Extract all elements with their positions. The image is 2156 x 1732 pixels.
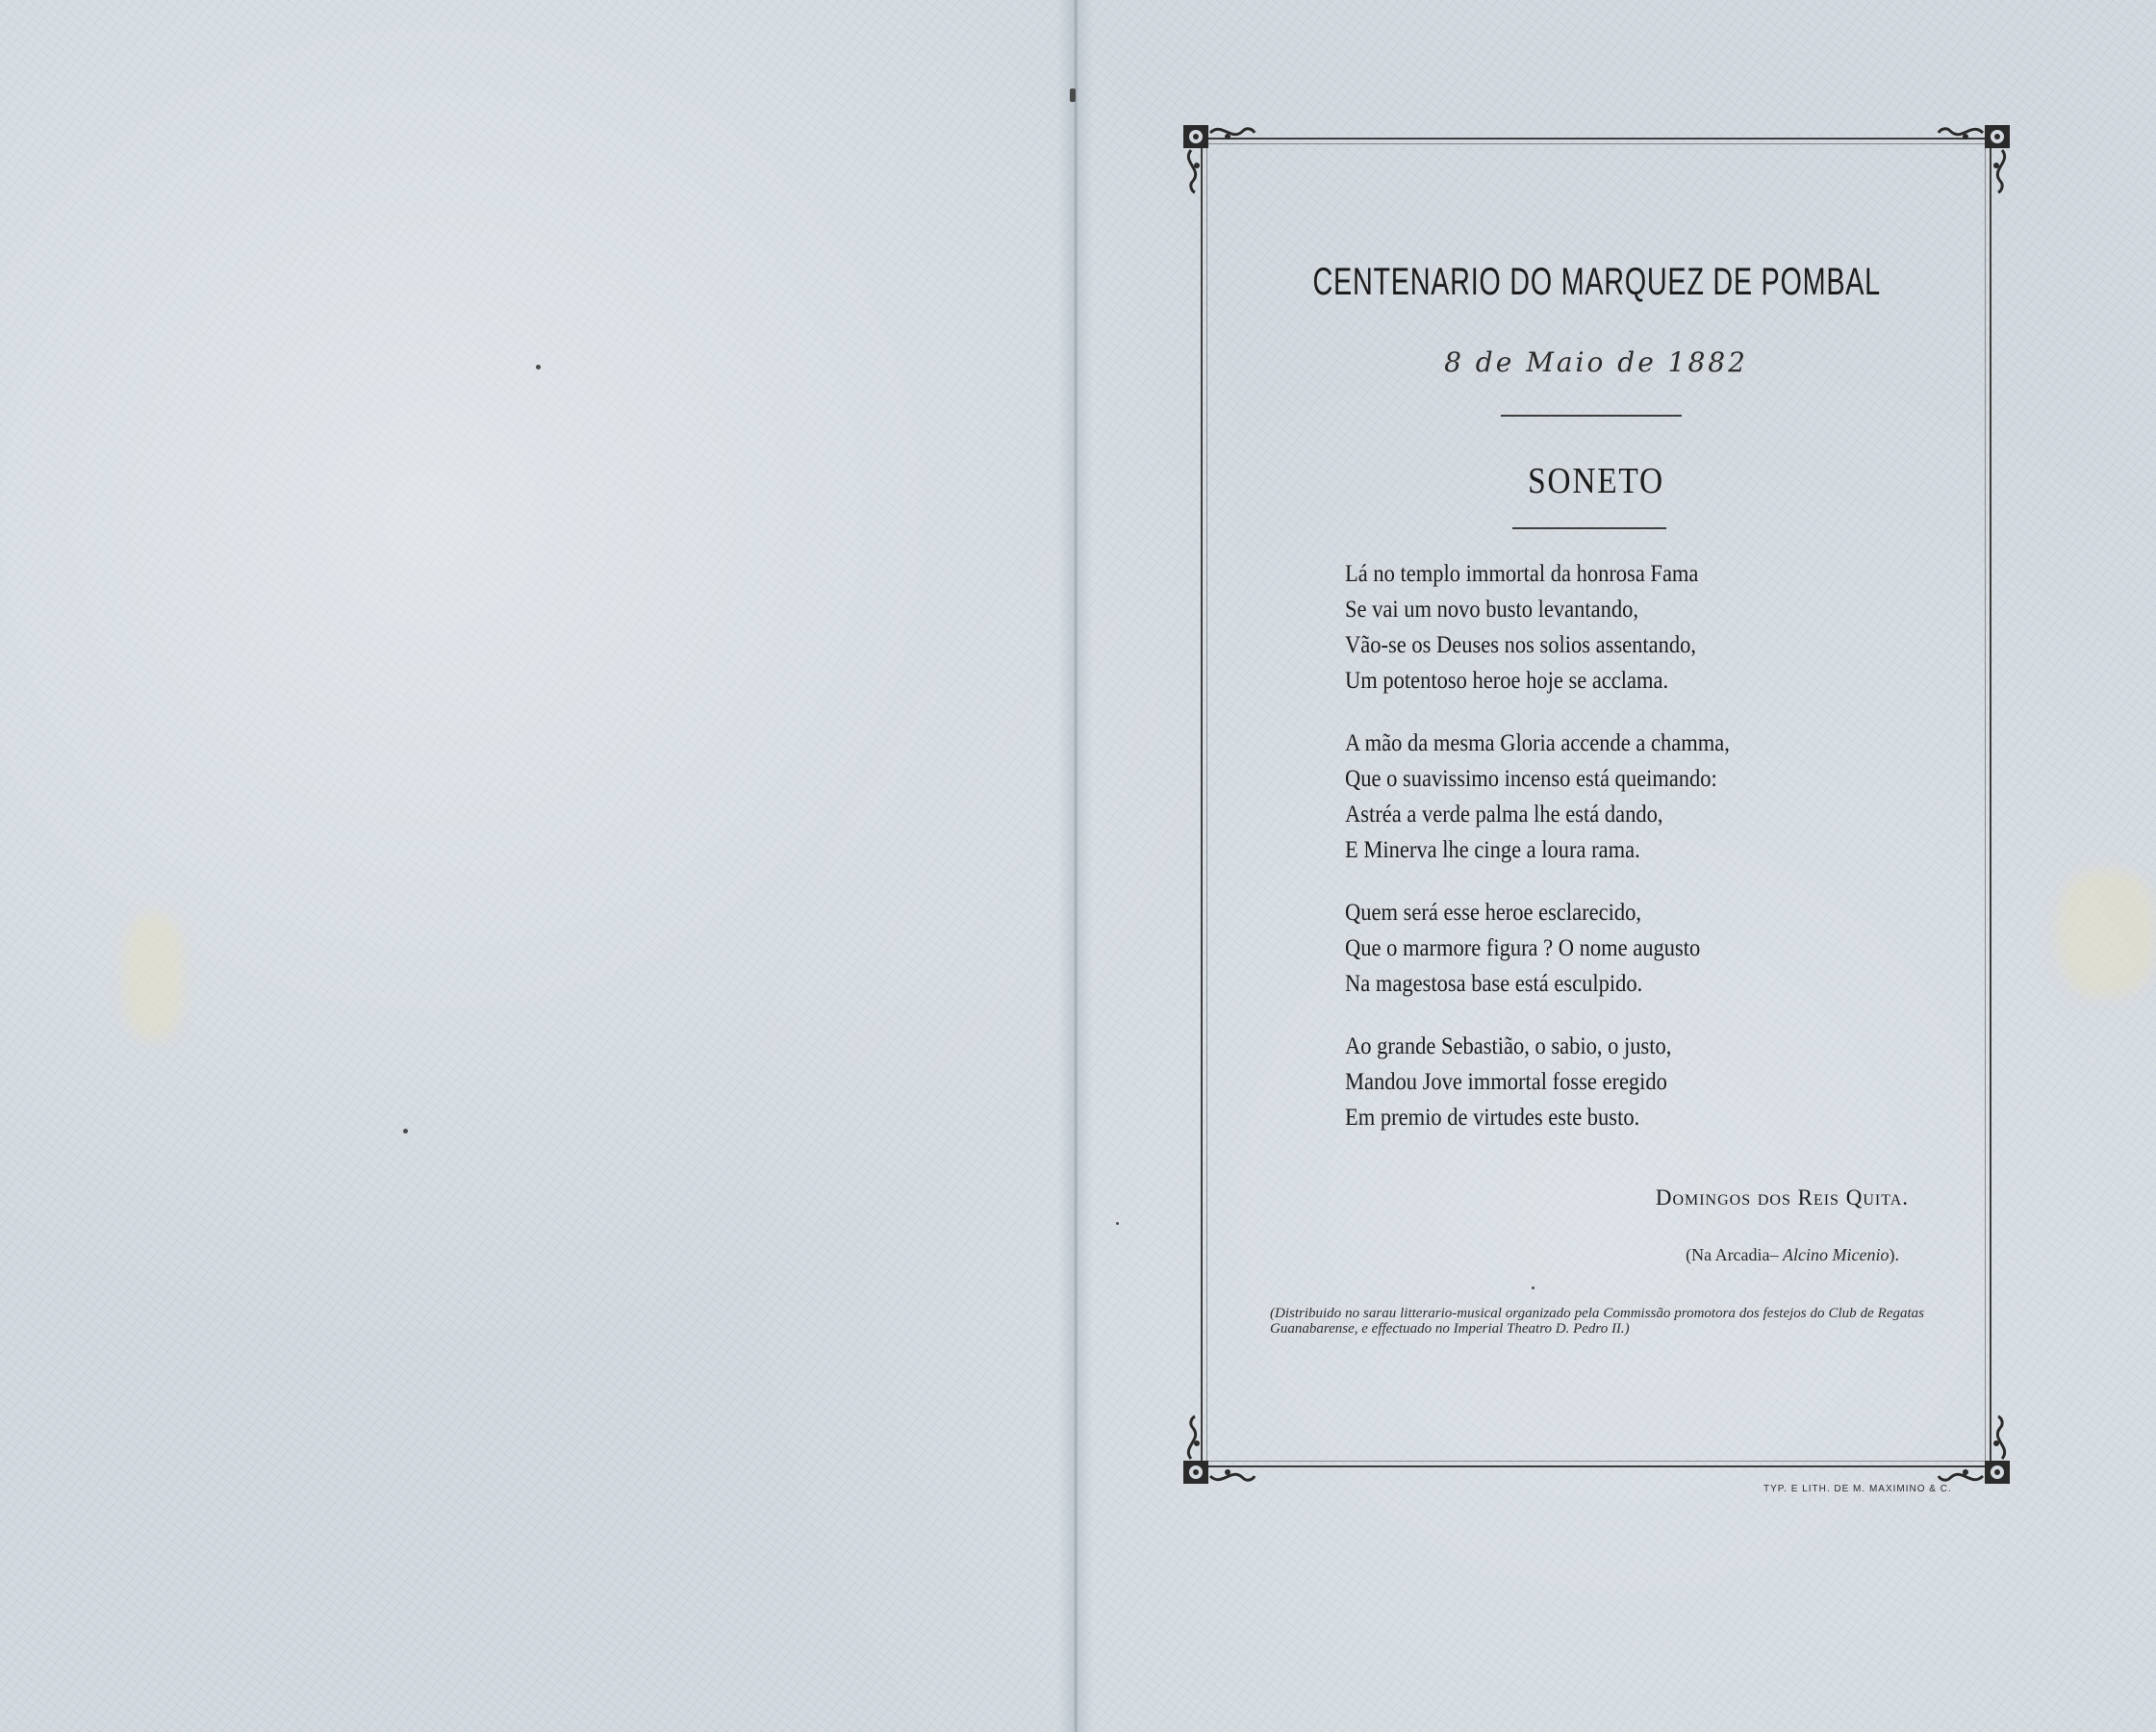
distribution-note: (Distribuido no sarau litterario-musical organizado pela Commissão promotora dos festejos do Club de Regatas Guanabarense, e effectuado no Imperial Theatro D. Pedro II.) [1270, 1306, 1924, 1337]
poem-line: Ao grande Sebastião, o sabio, o justo, [1345, 1033, 1672, 1059]
poem-line: E Minerva lhe cinge a loura rama. [1345, 837, 1640, 863]
author-alias [1686, 1245, 1899, 1265]
stanza [1345, 556, 1884, 699]
poem-line: Que o marmore figura ? O nome augusto [1345, 935, 1701, 961]
author-signature: Domingos dos Reis Quita. [1655, 1185, 1909, 1210]
left-page-blank [0, 0, 1076, 1732]
event-date: 8 de Maio de 1882 [1444, 346, 1748, 378]
alias-suffix: ). [1889, 1245, 1899, 1264]
divider-rule [1512, 527, 1666, 529]
poem-line: Se vai um novo busto levantando, [1345, 597, 1638, 623]
poem-heading: SONETO [1528, 461, 1664, 501]
stanza [1345, 895, 1884, 1002]
poem-line: Vão-se os Deuses nos solios assentando, [1345, 632, 1696, 658]
printer-imprint: TYP. E LITH. DE M. MAXIMINO & C. [1763, 1484, 1952, 1494]
poem-line: Astréa a verde palma lhe está dando, [1345, 802, 1663, 828]
stanza [1345, 726, 1884, 868]
paper-speck [1116, 1222, 1119, 1225]
divider-rule [1501, 415, 1682, 417]
paper-speck [1070, 89, 1076, 102]
paper-stain [2059, 871, 2155, 996]
sonnet-body [1345, 556, 1884, 1162]
page-title: CENTENARIO DO MARQUEZ DE POMBAL [1312, 261, 1881, 303]
book-gutter [1058, 0, 1093, 1732]
poem-line: Lá no templo immortal da honrosa Fama [1345, 561, 1699, 587]
paper-speck [403, 1129, 408, 1133]
alias-name: Alcino Micenio [1783, 1245, 1890, 1264]
poem-line: Um potentoso heroe hoje se acclama. [1345, 668, 1669, 694]
stanza [1345, 1029, 1884, 1135]
alias-prefix: (Na Arcadia– [1686, 1245, 1779, 1264]
poem-line: Quem será esse heroe esclarecido, [1345, 900, 1641, 926]
paper-stain [125, 914, 183, 1039]
poem-line: Em premio de virtudes este busto. [1345, 1105, 1640, 1131]
poem-line: Que o suavissimo incenso está queimando: [1345, 766, 1717, 792]
poem-line: Na magestosa base está esculpido. [1345, 971, 1643, 997]
paper-speck [536, 365, 541, 369]
page-content [1203, 140, 1990, 1465]
poem-line: A mão da mesma Gloria accende a chamma, [1345, 730, 1730, 756]
poem-line: Mandou Jove immortal fosse eregido [1345, 1069, 1667, 1095]
